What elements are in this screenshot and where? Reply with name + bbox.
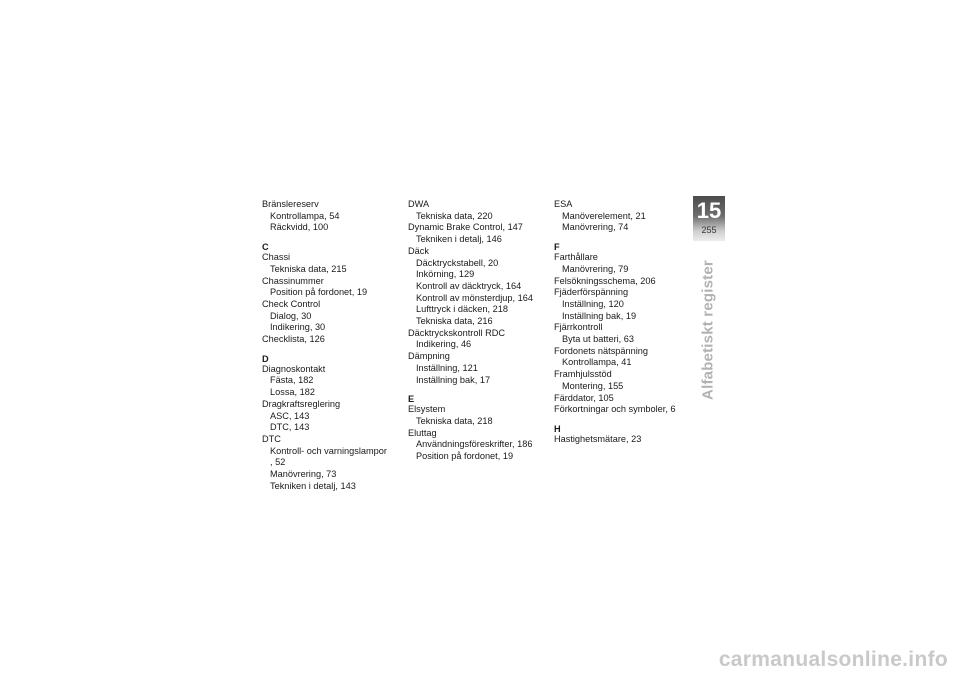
- index-subentry: Manövrering, 74: [562, 222, 629, 233]
- index-entry: [262, 276, 402, 299]
- index-term: Fjärrkontroll: [554, 322, 603, 333]
- index-subentry: Tekniska data, 215: [270, 263, 347, 274]
- index-letter-heading: E: [408, 394, 415, 405]
- index-term: Dragkraftsreglering: [262, 398, 341, 409]
- index-subentry: Räckvidd, 100: [270, 222, 329, 233]
- chapter-number: 15: [696, 198, 722, 223]
- index-term: Hastighetsmätare, 23: [554, 433, 642, 444]
- index-subentry: Manövrering, 79: [562, 263, 629, 274]
- index-subentry: , 52: [270, 457, 286, 468]
- index-term: Bränslereserv: [262, 199, 319, 209]
- index-subentry: Tekniken i detalj, 143: [270, 480, 356, 491]
- index-column-1: [262, 199, 402, 492]
- index-subentry: Indikering, 30: [270, 322, 326, 333]
- index-subentry: Kontroll av mönsterdjup, 164: [416, 292, 533, 303]
- index-term: Chassinummer: [262, 275, 324, 286]
- index-letter-heading: H: [554, 423, 561, 434]
- index-entry: [554, 199, 694, 234]
- index-subentry: Indikering, 46: [416, 339, 472, 350]
- index-subentry: Dialog, 30: [270, 310, 312, 321]
- index-entry: [408, 199, 548, 222]
- index-term: ESA: [554, 199, 573, 209]
- index-subentry: Inställning bak, 17: [416, 374, 491, 385]
- index-term: DWA: [408, 199, 430, 209]
- index-entry: [408, 428, 548, 463]
- index-entry: [262, 399, 402, 434]
- index-entry: [554, 369, 694, 392]
- index-term: Dämpning: [408, 351, 450, 362]
- index-term: Förkortningar och symboler, 6: [554, 404, 676, 415]
- index-term: Felsökningsschema, 206: [554, 275, 656, 286]
- index-subentry: Tekniska data, 218: [416, 415, 493, 426]
- index-subentry: Inställning, 120: [562, 298, 624, 309]
- index-term: DTC: [262, 433, 281, 444]
- index-term: Fordonets nätspänning: [554, 345, 648, 356]
- index-entry: [554, 346, 694, 369]
- index-entry: [408, 222, 548, 245]
- index-entry: [262, 364, 402, 399]
- index-entry: [408, 328, 548, 351]
- index-subentry: Lufttryck i däcken, 218: [416, 304, 508, 315]
- index-letter-heading: C: [262, 242, 269, 253]
- index-subentry: Tekniska data, 220: [416, 210, 493, 221]
- index-term: Elsystem: [408, 404, 446, 415]
- index-entry: [554, 287, 694, 322]
- index-subentry: DTC, 143: [270, 422, 310, 433]
- index-subentry: Kontroll- och varningslampor: [270, 445, 387, 456]
- section-title-vertical: Alfabetiskt register: [699, 260, 717, 400]
- index-subentry: Kontrollampa, 41: [562, 357, 632, 368]
- index-entry: [554, 276, 694, 288]
- index-term: Dynamic Brake Control, 147: [408, 222, 523, 233]
- index-letter-heading: F: [554, 242, 560, 253]
- index-entry: [554, 252, 694, 275]
- index-subentry: Inställning, 121: [416, 362, 478, 373]
- index-subentry: Fästa, 182: [270, 375, 314, 386]
- index-subentry: Position på fordonet, 19: [270, 287, 368, 298]
- index-subentry: Kontrollampa, 54: [270, 210, 340, 221]
- index-subentry: Tekniska data, 216: [416, 316, 493, 327]
- index-subentry: Montering, 155: [562, 380, 624, 391]
- index-subentry: Inkörning, 129: [416, 269, 475, 280]
- index-term: Däck: [408, 245, 429, 256]
- index-entry: [408, 246, 548, 328]
- index-entry: [262, 199, 402, 234]
- index-subentry: Inställning bak, 19: [562, 310, 637, 321]
- index-term: Check Control: [262, 298, 321, 309]
- index-term: Däcktryckskontroll RDC: [408, 327, 505, 338]
- index-subentry: Tekniken i detalj, 146: [416, 234, 502, 245]
- index-entry: [408, 351, 548, 386]
- index-term: Chassi: [262, 252, 291, 263]
- index-subentry: Byta ut batteri, 63: [562, 334, 635, 345]
- index-term: Framhjulsstöd: [554, 369, 612, 380]
- index-entry: [262, 434, 402, 493]
- index-entry: [262, 252, 402, 275]
- index-entry: [554, 404, 694, 416]
- index-term: Checklista, 126: [262, 334, 325, 345]
- index-entry: [262, 299, 402, 334]
- index-column-2: [408, 199, 548, 463]
- index-letter-heading: D: [262, 353, 269, 364]
- index-term: Eluttag: [408, 427, 437, 438]
- index-entry: [262, 334, 402, 346]
- index-subentry: Manöverelement, 21: [562, 210, 646, 221]
- index-subentry: Manövrering, 73: [270, 469, 337, 480]
- index-term: Färddator, 105: [554, 392, 614, 403]
- watermark: carmanualsonline.info: [718, 648, 948, 671]
- index-entry: [554, 322, 694, 345]
- index-subentry: Lossa, 182: [270, 387, 315, 398]
- page-number: 255: [701, 225, 717, 235]
- index-subentry: Kontroll av däcktryck, 164: [416, 280, 522, 291]
- index-column-3: [554, 199, 694, 446]
- index-subentry: Position på fordonet, 19: [416, 451, 514, 462]
- chapter-tab: [693, 196, 725, 241]
- index-entry: [408, 404, 548, 427]
- index-term: Fjäderförspänning: [554, 287, 629, 298]
- index-subentry: Däcktryckstabell, 20: [416, 257, 499, 268]
- index-subentry: ASC, 143: [270, 410, 310, 421]
- index-term: Diagnoskontakt: [262, 363, 326, 374]
- index-subentry: Användningsföreskrifter, 186: [416, 439, 533, 450]
- index-entry: [554, 434, 694, 446]
- index-term: Farthållare: [554, 252, 598, 263]
- index-entry: [554, 393, 694, 405]
